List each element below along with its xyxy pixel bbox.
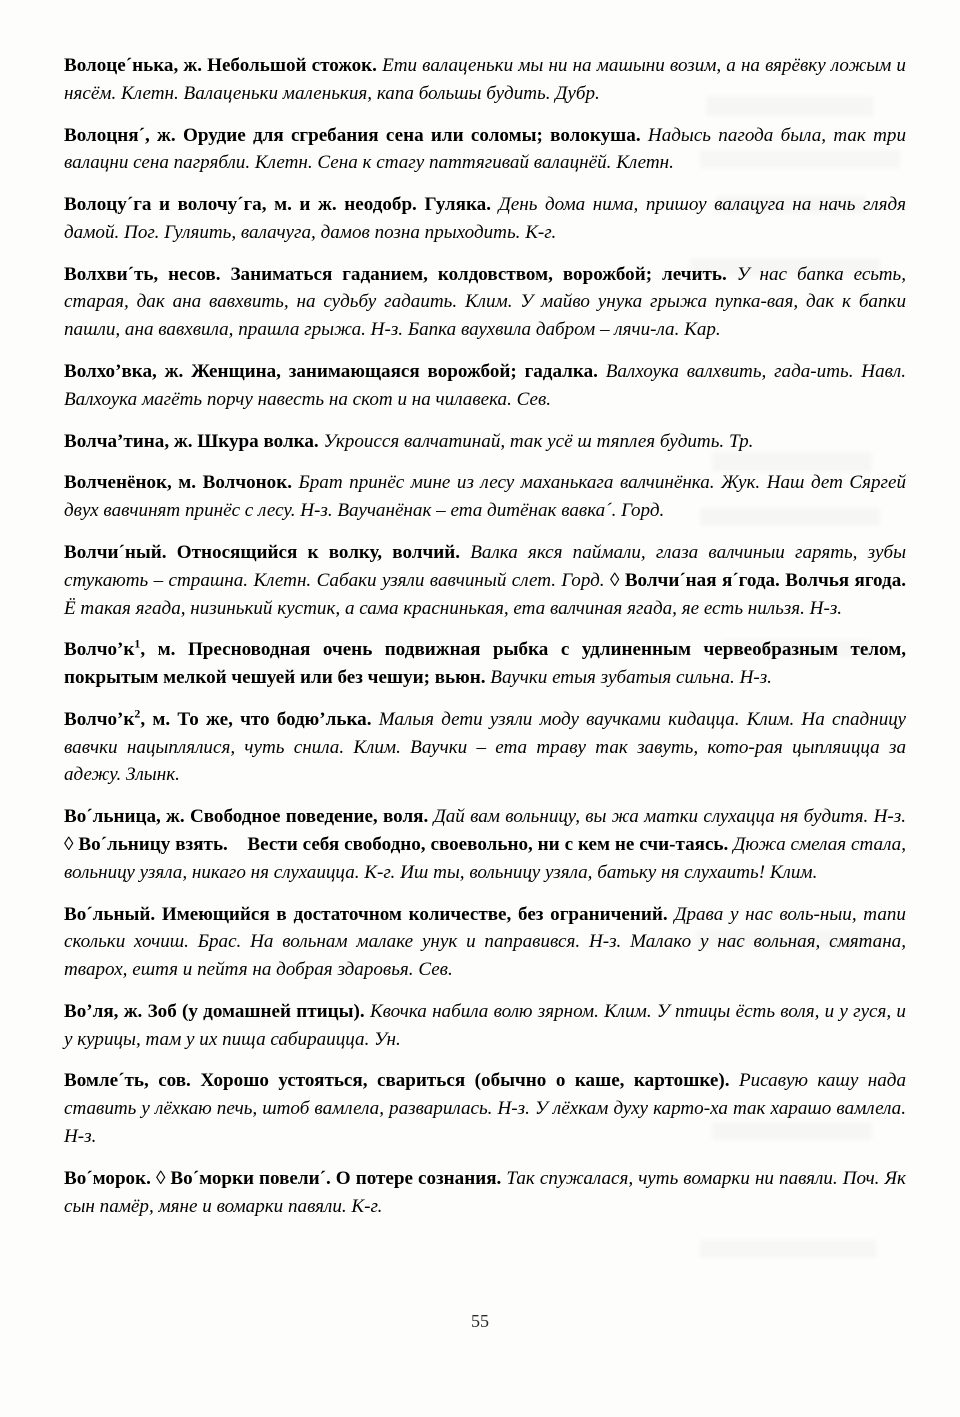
sub-entry-examples: Так спужалася, чуть вомарки ни павяли. Поч. Як сын памёр, мяне и вомарки павяли. К-г. <box>64 1167 906 1217</box>
entry-headword: Волоцня´, ж. <box>64 124 176 146</box>
dictionary-entry <box>64 428 906 456</box>
dictionary-entry <box>64 261 906 344</box>
dictionary-entry-list <box>64 52 906 1220</box>
entry-headword: Во´льный. <box>64 903 156 925</box>
sub-entry-gap <box>228 834 248 855</box>
sub-entry-definition: О потере сознания. <box>335 1167 502 1189</box>
entry-headword: Волча’тина, ж. <box>64 430 193 452</box>
sub-entry-headword: Волчи´ная я´года. <box>624 569 780 591</box>
entry-examples: Дай вам вольницу, вы жа матки слухацца ня будитя. Н-з. <box>433 806 906 828</box>
entry-headword: Волчо’к <box>64 639 135 661</box>
sub-entry-marker-icon: ◊ <box>609 569 620 591</box>
sub-entry-definition: Волчья ягода. <box>785 569 907 591</box>
entry-examples: Ваучки етыя зубатыя сильна. Н-з. <box>490 667 772 689</box>
entry-headword: Волоцу´га и волочу´га, м. и ж. неодобр. <box>64 194 417 216</box>
entry-examples: Брат принёс мине из лесу маханькага валчинёнка. Жук. Наш дет Сяргей двух вавчинят принёс с лесу. Н-з. Ваучанёнак – ета дитёнак вавка´. Горд. <box>64 472 906 522</box>
entry-headword: Во´морок. <box>64 1167 151 1189</box>
dictionary-entry <box>64 706 906 789</box>
entry-definition: Небольшой стожок. <box>207 55 377 76</box>
entry-definition: Зоб (у домашней птицы). <box>147 1000 365 1022</box>
entry-definition: Имеющийся в достаточном количестве, без ограничений. <box>161 903 668 925</box>
entry-definition: Шкура волка. <box>197 430 319 452</box>
entry-headword: Волоце´нька, ж. <box>64 55 202 76</box>
dictionary-entry <box>64 1165 906 1221</box>
entry-headword: Волхо’вка, ж. <box>64 361 184 383</box>
dictionary-entry <box>64 358 906 414</box>
entry-examples: У нас бапка есьть, старая, дак ана вавхвить, на судьбу гадаить. Клим. У майво унука грыжа пупка-вая, дак к бапки пашли, ана вавхвила, прашла грыжа. Н-з. Бапка ваухвила дабром – лячи-ла. Кар. <box>64 263 906 341</box>
sub-entry-definition: Вести себя свободно, своевольно, ни с кем не счи-таясь. <box>247 833 729 855</box>
entry-headword: Волчо’к <box>64 708 135 730</box>
dictionary-entry <box>64 1067 906 1150</box>
entry-headword: Волченёнок, м. <box>64 472 197 494</box>
entry-examples: Надысь пагода была, так три валацни сена пагрябли. Клетн. Сена к стагу паттягивай валацнёй. Клетн. <box>64 124 906 174</box>
entry-headword-grammar: , м. <box>140 708 171 730</box>
dictionary-entry <box>64 636 906 692</box>
dictionary-entry <box>64 122 906 178</box>
entry-headword: Во’ля, ж. <box>64 1000 143 1022</box>
entry-headword-grammar: , м. <box>140 639 176 661</box>
entry-examples: Валка якся паймали, глаза валчиныи гарять, зубы стукають – страшна. Клетн. Сабаки узяли вавчиный слет. Горд. <box>64 541 906 591</box>
dictionary-entry <box>64 539 906 622</box>
dictionary-entry <box>64 191 906 247</box>
entry-definition: Гуляка. <box>424 194 492 216</box>
dictionary-entry <box>64 469 906 525</box>
entry-examples: Квочка набила волю зярном. Клим. У птицы ёсть воля, и у гуся, и у курицы, там у их пища сабираицца. Ун. <box>64 1000 906 1050</box>
sub-entry-examples: Ё такая ягада, низинький кустик, а сама краснинькая, ета валчиная ягада, яе есть нильзя. Н-з. <box>64 597 843 619</box>
entry-headword: Вомле´ть, сов. <box>64 1070 191 1092</box>
entry-headword: Волчи´ный. <box>64 541 167 563</box>
entry-examples: Укроисся валчатинай, так усё ш тяплея будить. Тр. <box>323 430 754 452</box>
entry-definition: Относящийся к волку, волчий. <box>176 541 461 563</box>
entry-definition: Женщина, занимающаяся ворожбой; гадалка. <box>191 361 598 383</box>
entry-definition: Пресноводная очень подвижная рыбка с удлиненным червеобразным телом, покрытым мелкой чешуей или без чешуи; вьюн. <box>64 639 906 689</box>
entry-examples: Драва у нас воль-ныи, тапи скольки хочиш. Брас. На вольнам малаке унук и паправився. Н-з. Малако у нас вольная, смятана, тварох, ештя и пейтя на добрая здаровья. Сев. <box>64 903 906 981</box>
sub-entry-marker-icon: ◊ <box>155 1167 166 1189</box>
sub-entry-headword: Во´морки повели´. <box>170 1167 331 1189</box>
dictionary-entry <box>64 52 906 108</box>
entry-examples: Ети валаценьки мы ни на машыни возим, а на вярёвку ложым и нясём. Клетн. Валаценьки маленькия, капа большы будить. Дубр. <box>64 55 906 104</box>
entry-definition: Орудие для сгребания сена или соломы; волокуша. <box>182 124 641 146</box>
headword-homonym-index: 1 <box>134 636 141 651</box>
entry-headword: Волхви´ть, несов. <box>64 263 221 285</box>
entry-examples: День дома нима, пришоу валацуга на начь глядя дамой. Пог. Гуляить, валачуга, дамов позна прыходить. К-г. <box>64 194 906 243</box>
entry-examples: Валхоука валхвить, гада-ить. Навл. Валхоука магёть порчу навесть на скот и на чилавека. Сев. <box>64 361 906 410</box>
entry-definition: Хорошо устояться, свариться (обычно о каше, картошке). <box>200 1070 730 1092</box>
dictionary-entry <box>64 803 906 886</box>
entry-definition: Заниматься гаданием, колдовством, ворожбой; лечить. <box>230 263 727 285</box>
entry-examples: Рисавую кашу нада ставить у лёхкаю печь, штоб вамлела, разварилась. Н-з. У лёхкам духу карто-ха так харашо вамлела. Н-з. <box>64 1070 906 1147</box>
headword-homonym-index: 2 <box>134 706 141 721</box>
dictionary-entry <box>64 901 906 984</box>
entry-examples: Малыя дети узяли моду ваучками кидацца. Клим. На спадницу вавчки нацыплялися, чуть снила. Клим. Ваучки – ета траву так завуть, кото-рая цыпляицца за адежу. Злынк. <box>64 708 907 786</box>
sub-entry-examples: Дюжа смелая стала, вольницу узяла, никаго ня слухаицца. К-г. Иш ты, вольницу узяла, батьку ня слухаить! Клим. <box>64 833 906 883</box>
entry-definition: То же, что бодю’лька. <box>177 708 372 730</box>
entry-headword: Во´льница, ж. <box>64 806 185 828</box>
sub-entry-headword: Во´льницу взять. <box>78 833 228 855</box>
sub-entry-marker-icon: ◊ <box>64 833 74 855</box>
scan-showthrough <box>700 1240 876 1258</box>
dictionary-entry <box>64 998 906 1054</box>
page-number: 55 <box>471 1311 489 1331</box>
entry-definition: Свободное поведение, воля. <box>189 806 429 828</box>
entry-definition: Волчонок. <box>202 472 292 494</box>
